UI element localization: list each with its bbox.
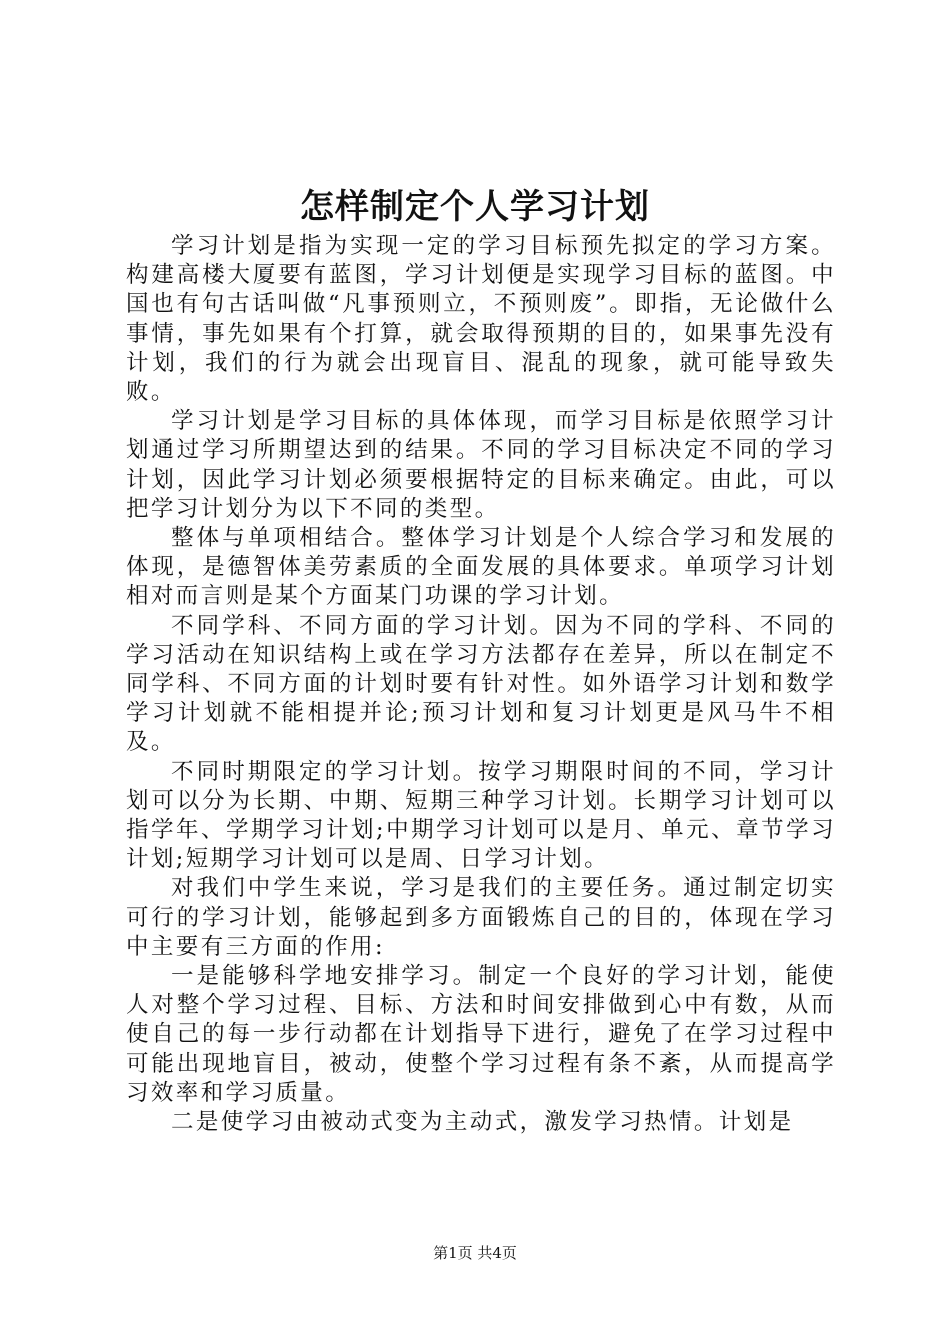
- paragraph: 学习计划是学习目标的具体体现，而学习目标是依照学习计划通过学习所期望达到的结果。不同的学习目标决定不同的学习计划，因此学习计划必须要根据特定的目标来确定。由此，可以把学习计划分为以下不同的类型。: [126, 408, 836, 522]
- document-body: [126, 232, 836, 1137]
- paragraph: 一是能够科学地安排学习。制定一个良好的学习计划，能使人对整个学习过程、目标、方法和时间安排做到心中有数，从而使自己的每一步行动都在计划指导下进行，避免了在学习过程中可能出现地盲目，被动，使整个学习过程有条不紊，从而提高学习效率和学习质量。: [126, 963, 836, 1106]
- paragraph: 不同时期限定的学习计划。按学习期限时间的不同，学习计划可以分为长期、中期、短期三种学习计划。长期学习计划可以指学年、学期学习计划;中期学习计划可以是月、单元、章节学习计划;短期学习计划可以是周、日学习计划。: [126, 758, 836, 873]
- paragraph: 学习计划是指为实现一定的学习目标预先拟定的学习方案。构建高楼大厦要有蓝图，学习计划便是实现学习目标的蓝图。中国也有句古话叫做“凡事预则立，不预则废”。即指，无论做什么事情，事先如果有个打算，就会取得预期的目的，如果事先没有计划，我们的行为就会出现盲目、混乱的现象，就可能导致失败。: [126, 233, 836, 406]
- paragraph: 二是使学习由被动式变为主动式，激发学习热情。计划是: [171, 1109, 794, 1136]
- paragraph: 整体与单项相结合。整体学习计划是个人综合学习和发展的体现，是德智体美劳素质的全面发展的具体要求。单项学习计划相对而言则是某个方面某门功课的学习计划。: [126, 525, 836, 610]
- document-title: 怎样制定个人学习计划: [300, 187, 650, 227]
- paragraph: 不同学科、不同方面的学习计划。因为不同的学科、不同的学习活动在知识结构上或在学习方法都存在差异，所以在制定不同学科、不同方面的计划时要有针对性。如外语学习计划和数学学习计划就不能相提并论;预习计划和复习计划更是风马牛不相及。: [126, 612, 836, 756]
- paragraph: 对我们中学生来说，学习是我们的主要任务。通过制定切实可行的学习计划，能够起到多方面锻炼自己的目的，体现在学习中主要有三方面的作用:: [126, 875, 836, 960]
- page-number-footer: 第1页 共4页: [433, 1244, 517, 1262]
